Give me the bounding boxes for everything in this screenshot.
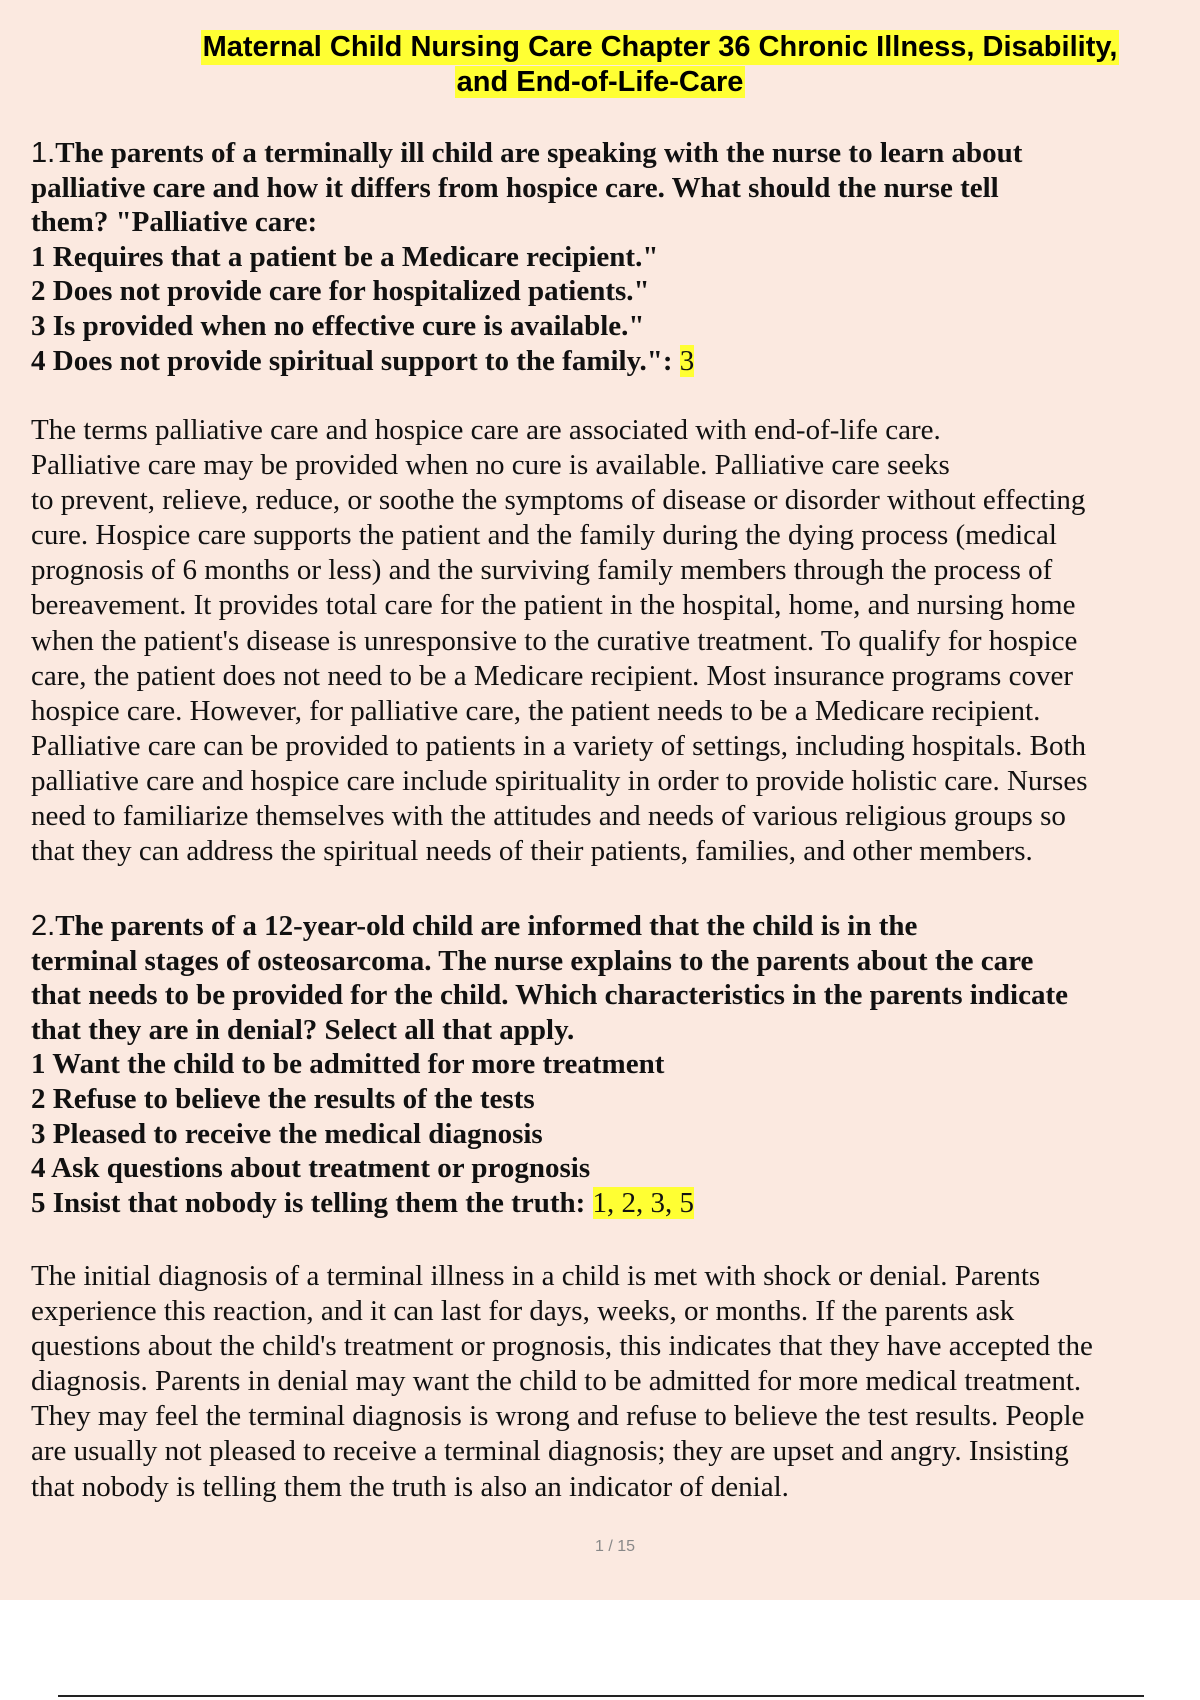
rationale-line: when the patient's disease is unresponsive to the curative treatment. To qualify for hospice: [31, 624, 1078, 657]
question-1-number: 1.: [31, 137, 56, 169]
page-divider: [58, 1695, 1144, 1697]
rationale-line: bereavement. It provides total care for the patient in the hospital, home, and nursing home: [31, 589, 1076, 622]
rationale-line: questions about the child's treatment or prognosis, this indicates that they have accepted the: [31, 1330, 1093, 1363]
rationale-line: cure. Hospice care supports the patient and the family during the dying process (medical: [31, 519, 1057, 552]
question-2-stem-line: The parents of a 12-year-old child are informed that the child is in the: [55, 910, 918, 942]
rationale-line: The initial diagnosis of a terminal illness in a child is met with shock or denial. Parents: [31, 1260, 1041, 1292]
question-2-option: 1 Want the child to be admitted for more treatment: [31, 1048, 665, 1081]
rationale-line: that nobody is telling them the truth is also an indicator of denial.: [31, 1470, 789, 1503]
question-2-stem-line: that they are in denial? Select all that apply.: [31, 1013, 575, 1046]
question-1-rationale: [31, 413, 1200, 869]
question-2-option: 3 Pleased to receive the medical diagnosis: [31, 1117, 543, 1150]
question-2-stem-line: that needs to be provided for the child. Which characteristics in the parents indicate: [31, 979, 1069, 1012]
rationale-line: palliative care and hospice care include spirituality in order to provide holistic care. Nurses: [31, 764, 1088, 797]
rationale-line: They may feel the terminal diagnosis is wrong and refuse to believe the test results. People: [31, 1400, 1085, 1433]
rationale-line: that they can address the spiritual needs of their patients, families, and other members.: [31, 835, 1033, 868]
question-1-stem-line: The parents of a terminally ill child are speaking with the nurse to learn about: [55, 137, 1023, 169]
rationale-line: hospice care. However, for palliative care, the patient needs to be a Medicare recipient.: [31, 694, 1041, 727]
page-number: 1 / 15: [594, 1538, 636, 1555]
question-1-option: 4 Does not provide spiritual support to the family.":: [31, 344, 673, 377]
question-1-option: 1 Requires that a patient be a Medicare recipient.": [31, 240, 659, 273]
question-1: [31, 136, 1200, 378]
rationale-line: need to familiarize themselves with the attitudes and needs of various religious groups so: [31, 800, 1066, 833]
question-1-stem-line: palliative care and how it differs from hospice care. What should the nurse tell: [31, 171, 999, 204]
rationale-line: to prevent, relieve, reduce, or soothe the symptoms of disease or disorder without effecting: [31, 484, 1086, 517]
rationale-line: The terms palliative care and hospice care are associated with end-of-life care.: [31, 414, 941, 446]
title-line-2: and End-of-Life-Care: [456, 66, 744, 98]
question-2-answer: 1, 2, 3, 5: [592, 1186, 695, 1219]
question-1-option: 2 Does not provide care for hospitalized patients.": [31, 275, 650, 308]
rationale-line: care, the patient does not need to be a Medicare recipient. Most insurance programs cover: [31, 659, 1073, 692]
rationale-line: experience this reaction, and it can last for days, weeks, or months. If the parents ask: [31, 1295, 1015, 1328]
question-1-answer: 3: [679, 344, 695, 377]
question-2: [31, 909, 1200, 1220]
rationale-line: Palliative care can be provided to patients in a variety of settings, including hospitals. Both: [31, 729, 1087, 762]
title-line-1: Maternal Child Nursing Care Chapter 36 Chronic Illness, Disability,: [202, 31, 1118, 63]
question-2-number: 2.: [31, 910, 56, 942]
question-2-option: 2 Refuse to believe the results of the tests: [31, 1082, 535, 1115]
question-1-option: 3 Is provided when no effective cure is available.": [31, 309, 645, 342]
question-2-stem-line: terminal stages of osteosarcoma. The nurse explains to the parents about the care: [31, 944, 1034, 977]
question-2-option: 4 Ask questions about treatment or prognosis: [31, 1152, 591, 1185]
rationale-line: diagnosis. Parents in denial may want the child to be admitted for more medical treatment.: [31, 1365, 1082, 1398]
question-2-rationale: [31, 1259, 1200, 1505]
document-title: [0, 30, 1200, 100]
rationale-line: are usually not pleased to receive a terminal diagnosis; they are upset and angry. Insisting: [31, 1435, 1069, 1468]
rationale-line: prognosis of 6 months or less) and the surviving family members through the process of: [31, 554, 1053, 587]
rationale-line: Palliative care may be provided when no cure is available. Palliative care seeks: [31, 449, 950, 482]
question-2-option: 5 Insist that nobody is telling them the truth:: [31, 1186, 586, 1219]
question-1-stem-line: them? "Palliative care:: [31, 206, 318, 239]
